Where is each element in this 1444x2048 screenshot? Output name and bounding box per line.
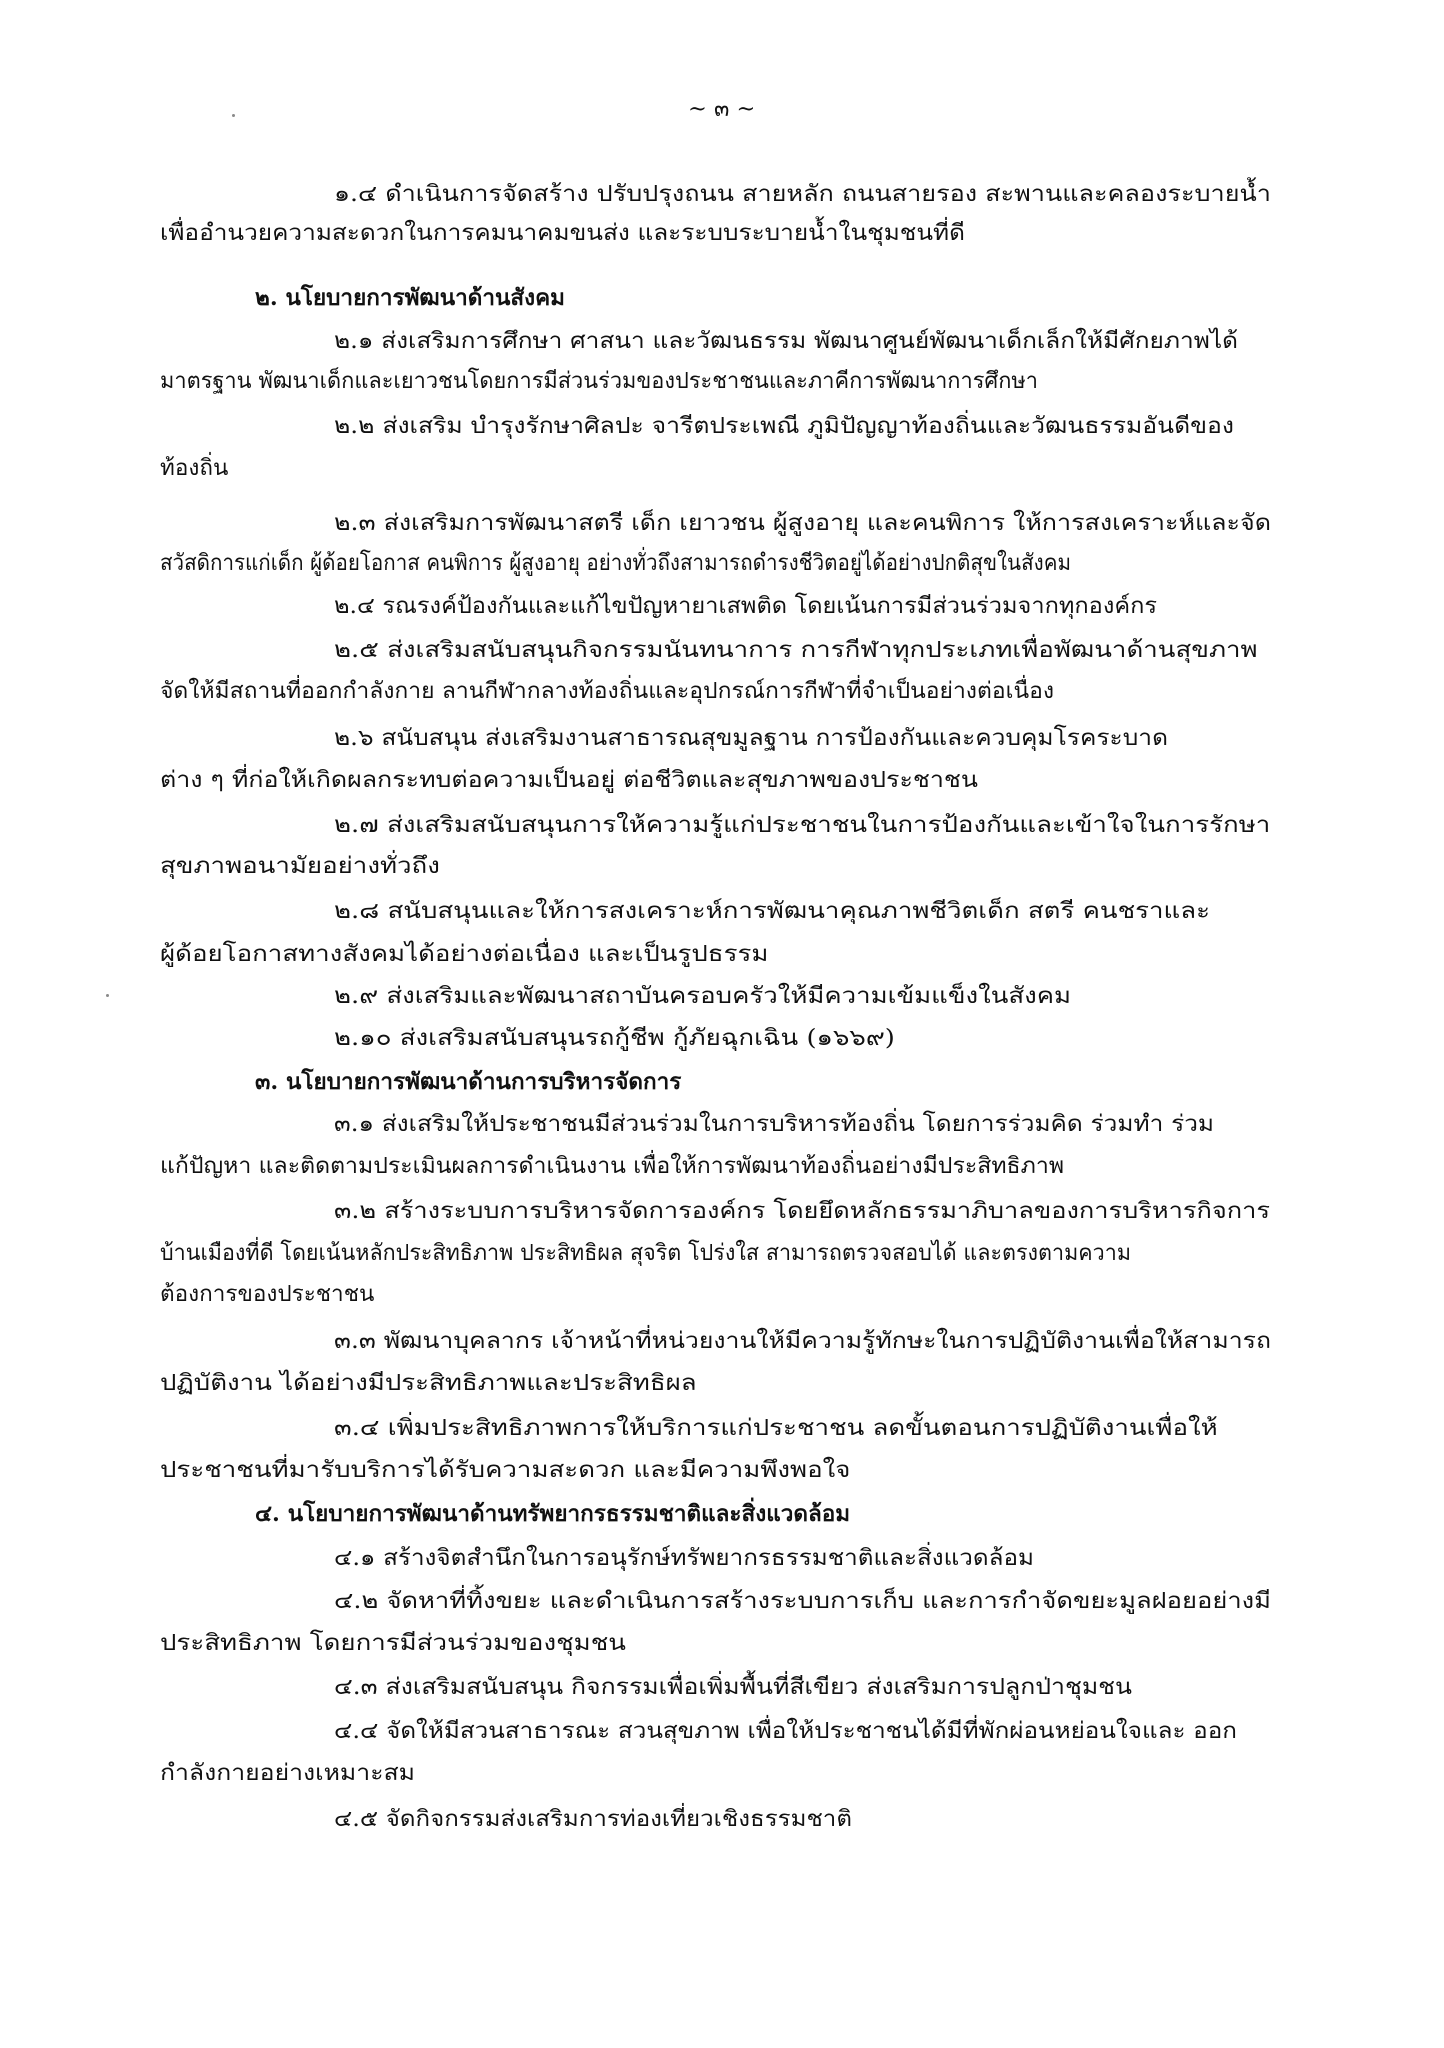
- body-text-line: ๓.๑ ส่งเสริมให้ประชาชนมีส่วนร่วมในการบริหารท้องถิ่น โดยการร่วมคิด ร่วมทำ ร่วม: [334, 1111, 1215, 1137]
- body-text-line: ๑.๔ ดำเนินการจัดสร้าง ปรับปรุงถนน สายหลัก ถนนสายรอง สะพานและคลองระบายน้ำ: [334, 181, 1271, 207]
- body-text-line: ๔.๓ ส่งเสริมสนับสนุน กิจกรรมเพื่อเพิ่มพื้นที่สีเขียว ส่งเสริมการปลูกป่าชุมชน: [334, 1674, 1133, 1700]
- body-text-line: สวัสดิการแก่เด็ก ผู้ด้อยโอกาส คนพิการ ผู้สูงอายุ อย่างทั่วถึงสามารถดำรงชีวิตอยู่ได้อย่างปกติสุขในสังคม: [160, 550, 1072, 576]
- body-text-line: ๒.๘ สนับสนุนและให้การสงเคราะห์การพัฒนาคุณภาพชีวิตเด็ก สตรี คนชราและ: [334, 898, 1210, 924]
- body-text-line: ๓.๓ พัฒนาบุคลากร เจ้าหน้าที่หน่วยงานให้มีความรู้ทักษะในการปฏิบัติงานเพื่อให้สามารถ: [334, 1328, 1271, 1354]
- body-text-line: ๓.๔ เพิ่มประสิทธิภาพการให้บริการแก่ประชาชน ลดขั้นตอนการปฏิบัติงานเพื่อให้: [334, 1415, 1218, 1441]
- body-text-line: มาตรฐาน พัฒนาเด็กและเยาวชนโดยการมีส่วนร่วมของประชาชนและภาคีการพัฒนาการศึกษา: [160, 368, 1038, 394]
- body-text-line: ต้องการของประชาชน: [160, 1281, 375, 1307]
- body-text-line: ๔.๒ จัดหาที่ทิ้งขยะ และดำเนินการสร้างระบบการเก็บ และการกำจัดขยะมูลฝอยอย่างมี: [334, 1588, 1272, 1614]
- scan-speck: [106, 994, 109, 997]
- body-text-line: จัดให้มีสถานที่ออกกำลังกาย ลานกีฬากลางท้องถิ่นและอุปกรณ์การกีฬาที่จำเป็นอย่างต่อเนื่อง: [160, 678, 1055, 704]
- body-text-line: ๒.๗ ส่งเสริมสนับสนุนการให้ความรู้แก่ประชาชนในการป้องกันและเข้าใจในการรักษา: [334, 812, 1271, 838]
- body-text-line: ๒.๑ ส่งเสริมการศึกษา ศาสนา และวัฒนธรรม พัฒนาศูนย์พัฒนาเด็กเล็กให้มีศักยภาพได้: [334, 328, 1239, 354]
- body-text-line: ๒.๒ ส่งเสริม บำรุงรักษาศิลปะ จารีตประเพณี ภูมิปัญญาท้องถิ่นและวัฒนธรรมอันดีของ: [334, 413, 1234, 439]
- body-text-line: ๒.๙ ส่งเสริมและพัฒนาสถาบันครอบครัวให้มีความเข้มแข็งในสังคม: [334, 983, 1072, 1009]
- body-text-line: แก้ปัญหา และติดตามประเมินผลการดำเนินงาน เพื่อให้การพัฒนาท้องถิ่นอย่างมีประสิทธิภาพ: [160, 1153, 1065, 1179]
- body-text-line: ต่าง ๆ ที่ก่อให้เกิดผลกระทบต่อความเป็นอยู่ ต่อชีวิตและสุขภาพของประชาชน: [160, 767, 979, 793]
- section-heading: ๒. นโยบายการพัฒนาด้านสังคม: [255, 285, 565, 311]
- section-heading: ๔. นโยบายการพัฒนาด้านทรัพยากรธรรมชาติและสิ่งแวดล้อม: [255, 1501, 851, 1527]
- body-text-line: ๔.๑ สร้างจิตสำนึกในการอนุรักษ์ทรัพยากรธรรมชาติและสิ่งแวดล้อม: [334, 1545, 1034, 1571]
- body-text-line: ๒.๔ รณรงค์ป้องกันและแก้ไขปัญหายาเสพติด โดยเน้นการมีส่วนร่วมจากทุกองค์กร: [334, 593, 1158, 619]
- body-text-line: ท้องถิ่น: [160, 455, 229, 481]
- body-text-line: บ้านเมืองที่ดี โดยเน้นหลักประสิทธิภาพ ประสิทธิผล สุจริต โปร่งใส สามารถตรวจสอบได้ และตรงตามความ: [160, 1240, 1132, 1266]
- body-text-line: ๓.๒ สร้างระบบการบริหารจัดการองค์กร โดยยึดหลักธรรมาภิบาลของการบริหารกิจการ: [334, 1198, 1270, 1224]
- section-heading: ๓. นโยบายการพัฒนาด้านการบริหารจัดการ: [255, 1069, 682, 1095]
- body-text-line: ๔.๕ จัดกิจกรรมส่งเสริมการท่องเที่ยวเชิงธรรมชาติ: [334, 1806, 852, 1832]
- body-text-line: ปฏิบัติงาน ได้อย่างมีประสิทธิภาพและประสิทธิผล: [160, 1370, 697, 1396]
- body-text-line: ประชาชนที่มารับบริการได้รับความสะดวก และมีความพึงพอใจ: [160, 1457, 851, 1483]
- body-text-line: สุขภาพอนามัยอย่างทั่วถึง: [160, 853, 440, 879]
- scan-speck: [232, 114, 235, 117]
- body-text-line: ๔.๔ จัดให้มีสวนสาธารณะ สวนสุขภาพ เพื่อให้ประชาชนได้มีที่พักผ่อนหย่อนใจและ ออก: [334, 1718, 1237, 1744]
- body-text-line: เพื่ออำนวยความสะดวกในการคมนาคมขนส่ง และระบบระบายน้ำในชุมชนที่ดี: [160, 220, 965, 246]
- body-text-line: ๒.๕ ส่งเสริมสนับสนุนกิจกรรมนันทนาการ การกีฬาทุกประเภทเพื่อพัฒนาด้านสุขภาพ: [334, 637, 1258, 663]
- page-number: ~ ๓ ~: [688, 96, 756, 122]
- body-text-line: ประสิทธิภาพ โดยการมีส่วนร่วมของชุมชน: [160, 1630, 626, 1656]
- body-text-line: ๒.๖ สนับสนุน ส่งเสริมงานสาธารณสุขมูลฐาน การป้องกันและควบคุมโรคระบาด: [334, 725, 1169, 751]
- body-text-line: กำลังกายอย่างเหมาะสม: [160, 1760, 415, 1786]
- body-text-line: ๒.๓ ส่งเสริมการพัฒนาสตรี เด็ก เยาวชน ผู้สูงอายุ และคนพิการ ให้การสงเคราะห์และจัด: [334, 510, 1271, 536]
- body-text-line: ผู้ด้อยโอกาสทางสังคมได้อย่างต่อเนื่อง และเป็นรูปธรรม: [160, 941, 769, 967]
- body-text-line: ๒.๑๐ ส่งเสริมสนับสนุนรถกู้ชีพ กู้ภัยฉุกเฉิน (๑๖๖๙): [334, 1025, 895, 1051]
